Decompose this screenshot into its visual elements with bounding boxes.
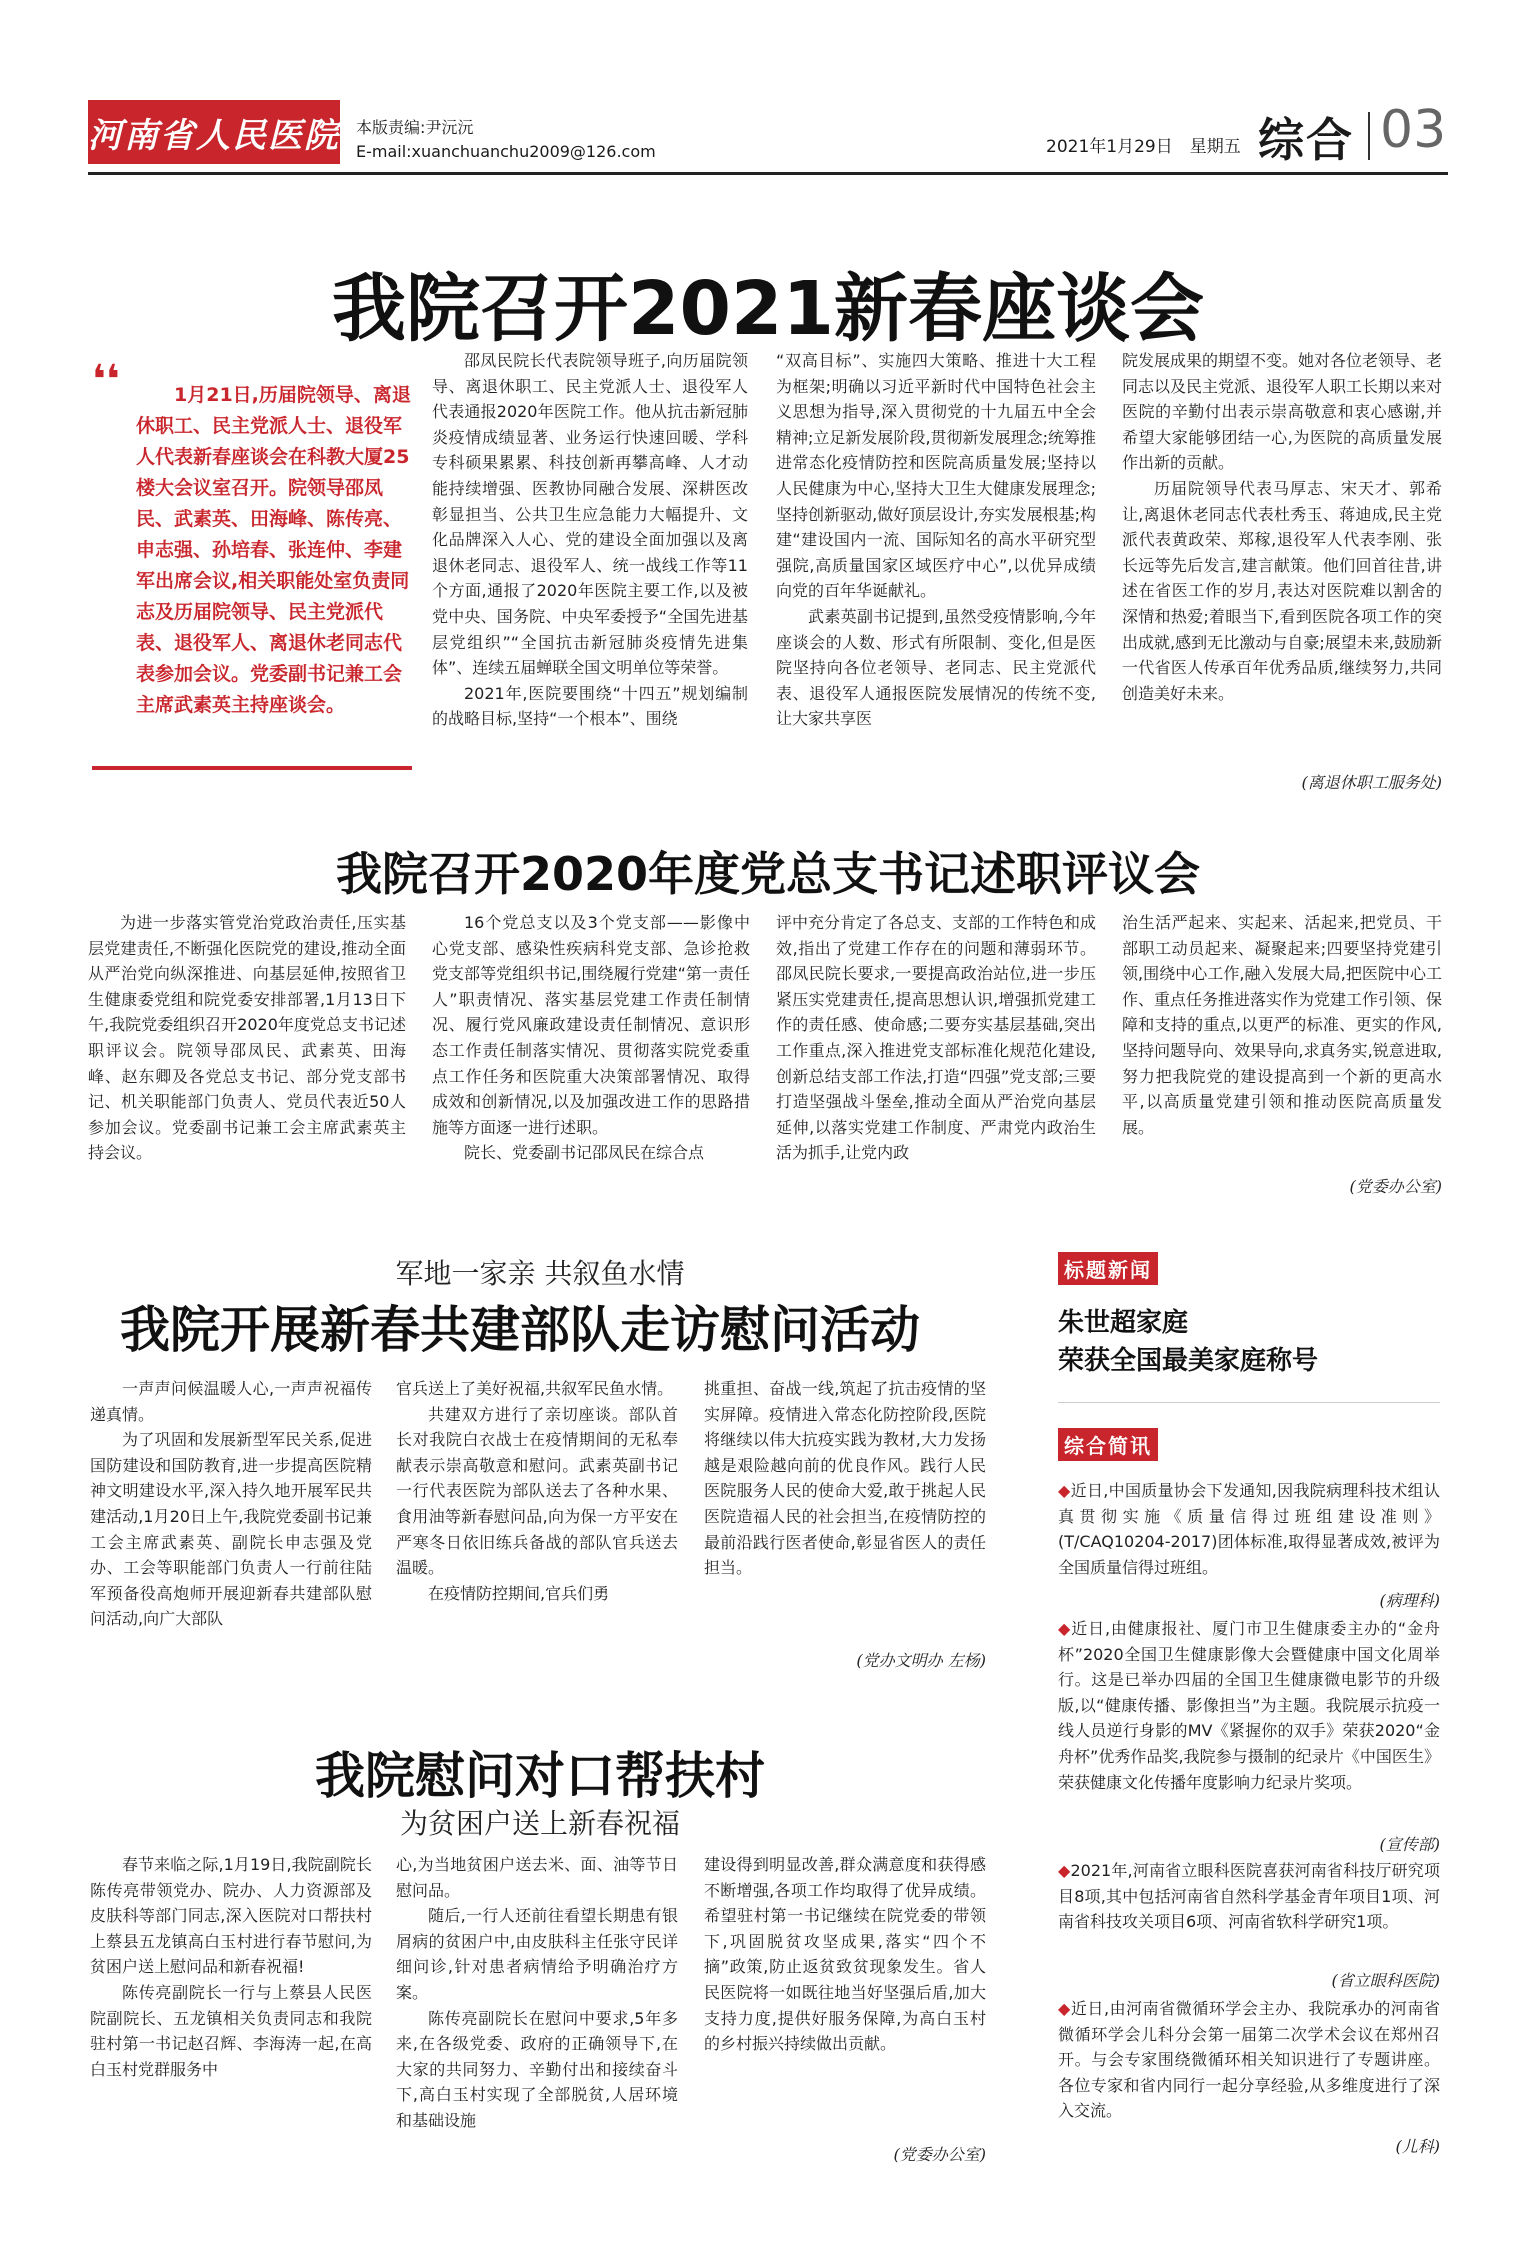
article4-subtitle: 为贫困户送上新春祝福 [399,1807,680,1840]
diamond-bullet-icon: ◆ [1058,1619,1072,1638]
sidebar-headline [1058,1304,1438,1380]
paragraph: “双高目标”、实施四大策略、推进十大工程为框架;明确以习近平新时代中国特色社会主义思想为指导,深入贯彻党的十九届五中全会精神;立足新发展阶段,贯彻新发展理念;统筹推进常态化疫情防控和医院高质量发展;坚持以人民健康为中心,坚持大卫生大健康发展理念;坚持创新驱动,做好顶层设计,夯实发展根基;构建“建设国内一流、国际知名的高水平研究型强院,高质量国家区域医疗中心”,以优异成绩向党的百年华诞献礼。 [776,351,1096,601]
quote-mark-icon: ❛❛ [92,357,120,403]
paragraph: 2021年,医院要围绕“十四五”规划编制的战略目标,坚持“一个根本”、围绕 [432,683,748,729]
brief-signature: (宣传部) [1379,1835,1440,1854]
article2-title: 我院召开2020年度党总支书记述职评议会 [335,847,1201,901]
brief-text: 近日,中国质量协会下发通知,因我院病理科技术组认真贯彻实施《质量信得过班组建设准则》(T/CAQ10204-2017)团体标准,取得显著成效,被评为全国质量信得过班组。 [1058,1481,1440,1577]
paragraph: 官兵送上了美好祝福,共叙军民鱼水情。 [396,1379,674,1398]
brief-item [1058,1996,1440,2126]
paragraph: 评中充分肯定了各总支、支部的工作特色和成效,指出了党建工作存在的问题和薄弱环节。邵凤民院长要求,一要提高政治站位,进一步压紧压实党建责任,提高思想认识,增强抓党建工作的责任感、使命感;二要夯实基层基础,突出工作重点,深入推进党支部标准化规范化建设,创新总结支部工作法,打造“四强”党支部;三要打造坚强战斗堡垒,推动全面从严治党向基层延伸,以落实党建工作制度、严肃党内政治生活为抓手,让党内政 [776,913,1096,1163]
paper-name: 河南省人民医院 [88,115,340,156]
article1-signature: (离退休职工服务处) [1301,773,1442,792]
headline-line: 朱世超家庭 [1058,1308,1189,1338]
paragraph: 陈传亮副院长在慰问中要求,5年多来,在各级党委、政府的正确领导下,在大家的共同努力、辛勤付出和接续奋斗下,高白玉村实现了全部脱贫,人居环境和基础设施 [396,2008,678,2130]
paragraph: 一声声问候温暖人心,一声声祝福传递真情。 [90,1379,372,1424]
diamond-bullet-icon: ◆ [1058,1861,1071,1880]
article3-column-1 [90,1376,372,1676]
article4-column-2 [396,1852,678,2162]
article1-lead-box [92,380,412,770]
brief-item [1058,1858,1440,1962]
article1-column-2 [776,348,1096,784]
paragraph: 挑重担、奋战一线,筑起了抗击疫情的坚实屏障。疫情进入常态化防控阶段,医院将继续以伟大抗疫实践为教材,大力发扬越是艰险越向前的优良作风。践行人民医院服务人民的使命大爱,敢于挑起人民医院造福人民的社会担当,在疫情防控的最前沿践行医者使命,彰显省医人的责任担当。 [704,1379,986,1578]
article4-signature: (党委办公室) [893,2145,986,2164]
paragraph: 16个党总支以及3个党支部——影像中心党支部、感染性疾病科党支部、急诊抢救党支部等党组织书记,围绕履行党建“第一责任人”职责情况、落实基层党建工作责任制情况、履行党风廉政建设责任制情况、意识形态工作责任制落实情况、贯彻落实院党委重点工作任务和医院重大决策部署情况、取得成效和创新情况,以及加强改进工作的思路措施等方面逐一进行述职。 [432,913,750,1137]
article2-column-2 [432,910,750,1210]
headline-news-tag: 标题新闻 [1058,1252,1158,1285]
editor-info [356,116,656,164]
article1-title: 我院召开2021新春座谈会 [332,266,1204,352]
diamond-bullet-icon: ◆ [1058,1481,1071,1500]
issue-date: 2021年1月29日 星期五 [1046,137,1241,157]
paragraph: 院发展成果的期望不变。她对各位老领导、老同志以及民主党派、退役军人职工长期以来对医院的辛勤付出表示崇高敬意和衷心感谢,并希望大家能够团结一心,为医院的高质量发展作出新的贡献。 [1122,351,1442,473]
brief-item [1058,1616,1440,1826]
article1-column-1 [432,348,748,784]
paragraph: 为了巩固和发展新型军民关系,促进国防建设和国防教育,进一步提高医院精神文明建设水平,深入持久地开展军民共建活动,1月20日上午,我院党委副书记兼工会主席武素英、副院长申志强及党办、工会等职能部门负责人一行前往陆军预备役高炮师开展迎新春共建部队慰问活动,向广大部队 [90,1430,372,1629]
paragraph: 院长、党委副书记邵凤民在综合点 [464,1143,705,1163]
article3-signature: (党办文明办 左杨) [856,1651,986,1670]
article4-column-3 [704,1852,986,2132]
paragraph: 邵凤民院长代表院领导班子,向历届院领导、离退休职工、民主党派人士、退役军人代表通报2020年医院工作。他从抗击新冠肺炎疫情成绩显著、业务运行快速回暖、学科专科硕果累累、科技创新再攀高峰、人才动能持续增强、医教协同融合发展、深耕医改彰显担当、公共卫生应急能力大幅提升、文化品牌深入人心、党的建设全面加强以及离退休老同志、退役军人、统一战线工作等11个方面,通报了2020年医院主要工作,以及被党中央、国务院、中央军委授予“全国先进基层党组织”“全国抗击新冠肺炎疫情先进集体”、连续五届蝉联全国文明单位等荣誉。 [432,351,748,678]
article3-column-2 [396,1376,678,1676]
brief-signature: (儿科) [1395,2137,1440,2156]
paragraph: 治生活严起来、实起来、活起来,把党员、干部职工动员起来、凝聚起来;四要坚持党建引领,围绕中心工作,融入发展大局,把医院中心工作、重点任务推进落实作为党建工作引领、保障和支持的重点,以更严的标准、更实的作风,坚持问题导向、效果导向,求真务实,锐意进取,努力把我院党的建设提高到一个新的更高水平,以高质量党建引领和推动医院高质量发展。 [1122,913,1442,1137]
section-divider [1368,112,1370,160]
brief-text: 2021年,河南省立眼科医院喜获河南省科技厅研究项目8项,其中包括河南省自然科学基金青年项目1项、河南省科技攻关项目6项、河南省软科学研究1项。 [1058,1861,1440,1932]
header-rule [88,172,1448,175]
paragraph: 陈传亮副院长一行与上蔡县人民医院副院长、五龙镇相关负责同志和我院驻村第一书记赵召辉、李海涛一起,在高白玉村党群服务中 [90,1982,372,2079]
paragraph: 为进一步落实管党治党政治责任,压实基层党建责任,不断强化医院党的建设,推动全面从严治党向纵深推进、向基层延伸,按照省卫生健康委党组和院党委安排部署,1月13日下午,我院党委组织召开2020年度党总支书记述职评议会。院领导邵凤民、武素英、田海峰、赵东卿及各党总支书记、部分党支部书记、机关职能部门负责人、党员代表近50人参加会议。党委副书记兼工会主席武素英主持会议。 [88,913,406,1163]
brief-signature: (省立眼科医院) [1331,1971,1440,1990]
brief-text: 近日,由河南省微循环学会主办、我院承办的河南省微循环学会儿科分会第一届第二次学术会议在郑州召开。与会专家围绕微循环相关知识进行了专题讲座。各位专家和省内同行一起分享经验,从多维度进行了深入交流。 [1058,1999,1440,2121]
paragraph: 共建双方进行了亲切座谈。部队首长对我院白衣战士在疫情期间的无私奉献表示崇高敬意和慰问。武素英副书记一行代表医院为部队送去了各种水果、食用油等新春慰问品,向为保一方平安在严寒冬日依旧练兵备战的部队官兵送去温暖。 [396,1404,678,1578]
editor-name: 本版责编:尹沅沅 [356,118,474,137]
sidebar-divider [1058,1402,1440,1403]
editor-email: E-mail:xuanchuanchu2009@126.com [356,142,656,161]
paragraph: 随后,一行人还前往看望长期患有银屑病的贫困户中,由皮肤科主任张守民详细问诊,针对患者病情给予明确治疗方案。 [396,1906,678,2002]
article1-column-3 [1122,348,1442,758]
article4-column-1 [90,1852,372,2162]
brief-text: 近日,由健康报社、厦门市卫生健康委主办的“金舟杯”2020全国卫生健康影像大会暨健康中国文化周举行。这是已举办四届的全国卫生健康微电影节的升级版,以“健康传播、影像担当”为主题。我院展示抗疫一线人员逆行身影的MV《紧握你的双手》荣获2020“金舟杯”优秀作品奖,我院参与摄制的纪录片《中国医生》荣获健康文化传播年度影响力纪录片奖项。 [1058,1619,1440,1792]
article2-column-4 [1122,910,1442,1164]
article1-lead: 1月21日,历届院领导、离退休职工、民主党派人士、退役军人代表新春座谈会在科教大厦25楼大会议室召开。院领导邵凤民、武素英、田海峰、陈传亮、申志强、孙培春、张连仲、李建军出席会议,相关职能处室负责同志及历届院领导、民主党派代表、退役军人、离退休老同志代表参加会议。党委副书记兼工会主席武素英主持座谈会。 [136,384,411,716]
brief-signature: (病理科) [1379,1591,1440,1610]
brief-news-tag: 综合简讯 [1058,1428,1158,1461]
article2-column-3 [776,910,1096,1210]
article3-subtitle: 军地一家亲 共叙鱼水情 [395,1257,685,1290]
masthead-logo [88,100,340,164]
article3-column-3 [704,1376,986,1636]
paragraph: 心,为当地贫困户送去米、面、油等节日慰问品。 [396,1855,678,1900]
diamond-bullet-icon: ◆ [1058,1999,1071,2018]
paragraph: 历届院领导代表马厚志、宋天才、郭希让,离退休老同志代表杜秀玉、蒋迪成,民主党派代表黄政荣、郑稼,退役军人代表李刚、张长远等先后发言,建言献策。他们回首往昔,讲述在省医工作的岁月,表达对医院难以割舍的深情和热爱;着眼当下,看到医院各项工作的突出成就,感到无比激动与自豪;展望未来,鼓励新一代省医人传承百年优秀品质,继续努力,共同创造美好未来。 [1122,478,1442,703]
paragraph: 建设得到明显改善,群众满意度和获得感不断增强,各项工作均取得了优异成绩。希望驻村第一书记继续在院党委的带领下,巩固脱贫攻坚成果,落实“四个不摘”政策,防止返贫致贫现象发生。省人民医院将一如既往地当好坚强后盾,加大支持力度,提供好服务保障,为高白玉村的乡村振兴持续做出贡献。 [704,1855,986,2054]
page-number: 03 [1380,100,1447,160]
headline-line: 荣获全国最美家庭称号 [1058,1346,1319,1376]
article2-signature: (党委办公室) [1349,1177,1442,1196]
article3-title: 我院开展新春共建部队走访慰问活动 [120,1301,920,1359]
paragraph: 春节来临之际,1月19日,我院副院长陈传亮带领党办、院办、人力资源部及皮肤科等部门同志,深入医院对口帮扶村上蔡县五龙镇高白玉村进行春节慰问,为贫困户送上慰问品和新春祝福! [90,1855,372,1977]
paragraph: 武素英副书记提到,虽然受疫情影响,今年座谈会的人数、形式有所限制、变化,但是医院坚持向各位老领导、老同志、民主党派代表、退役军人通报医院发展情况的传统不变,让大家共享医 [776,606,1096,729]
section-name: 综合 [1258,113,1354,167]
brief-item [1058,1478,1440,1582]
article2-column-1 [88,910,406,1210]
article4-title: 我院慰问对口帮扶村 [315,1747,765,1805]
paragraph: 在疫情防控期间,官兵们勇 [428,1583,610,1603]
